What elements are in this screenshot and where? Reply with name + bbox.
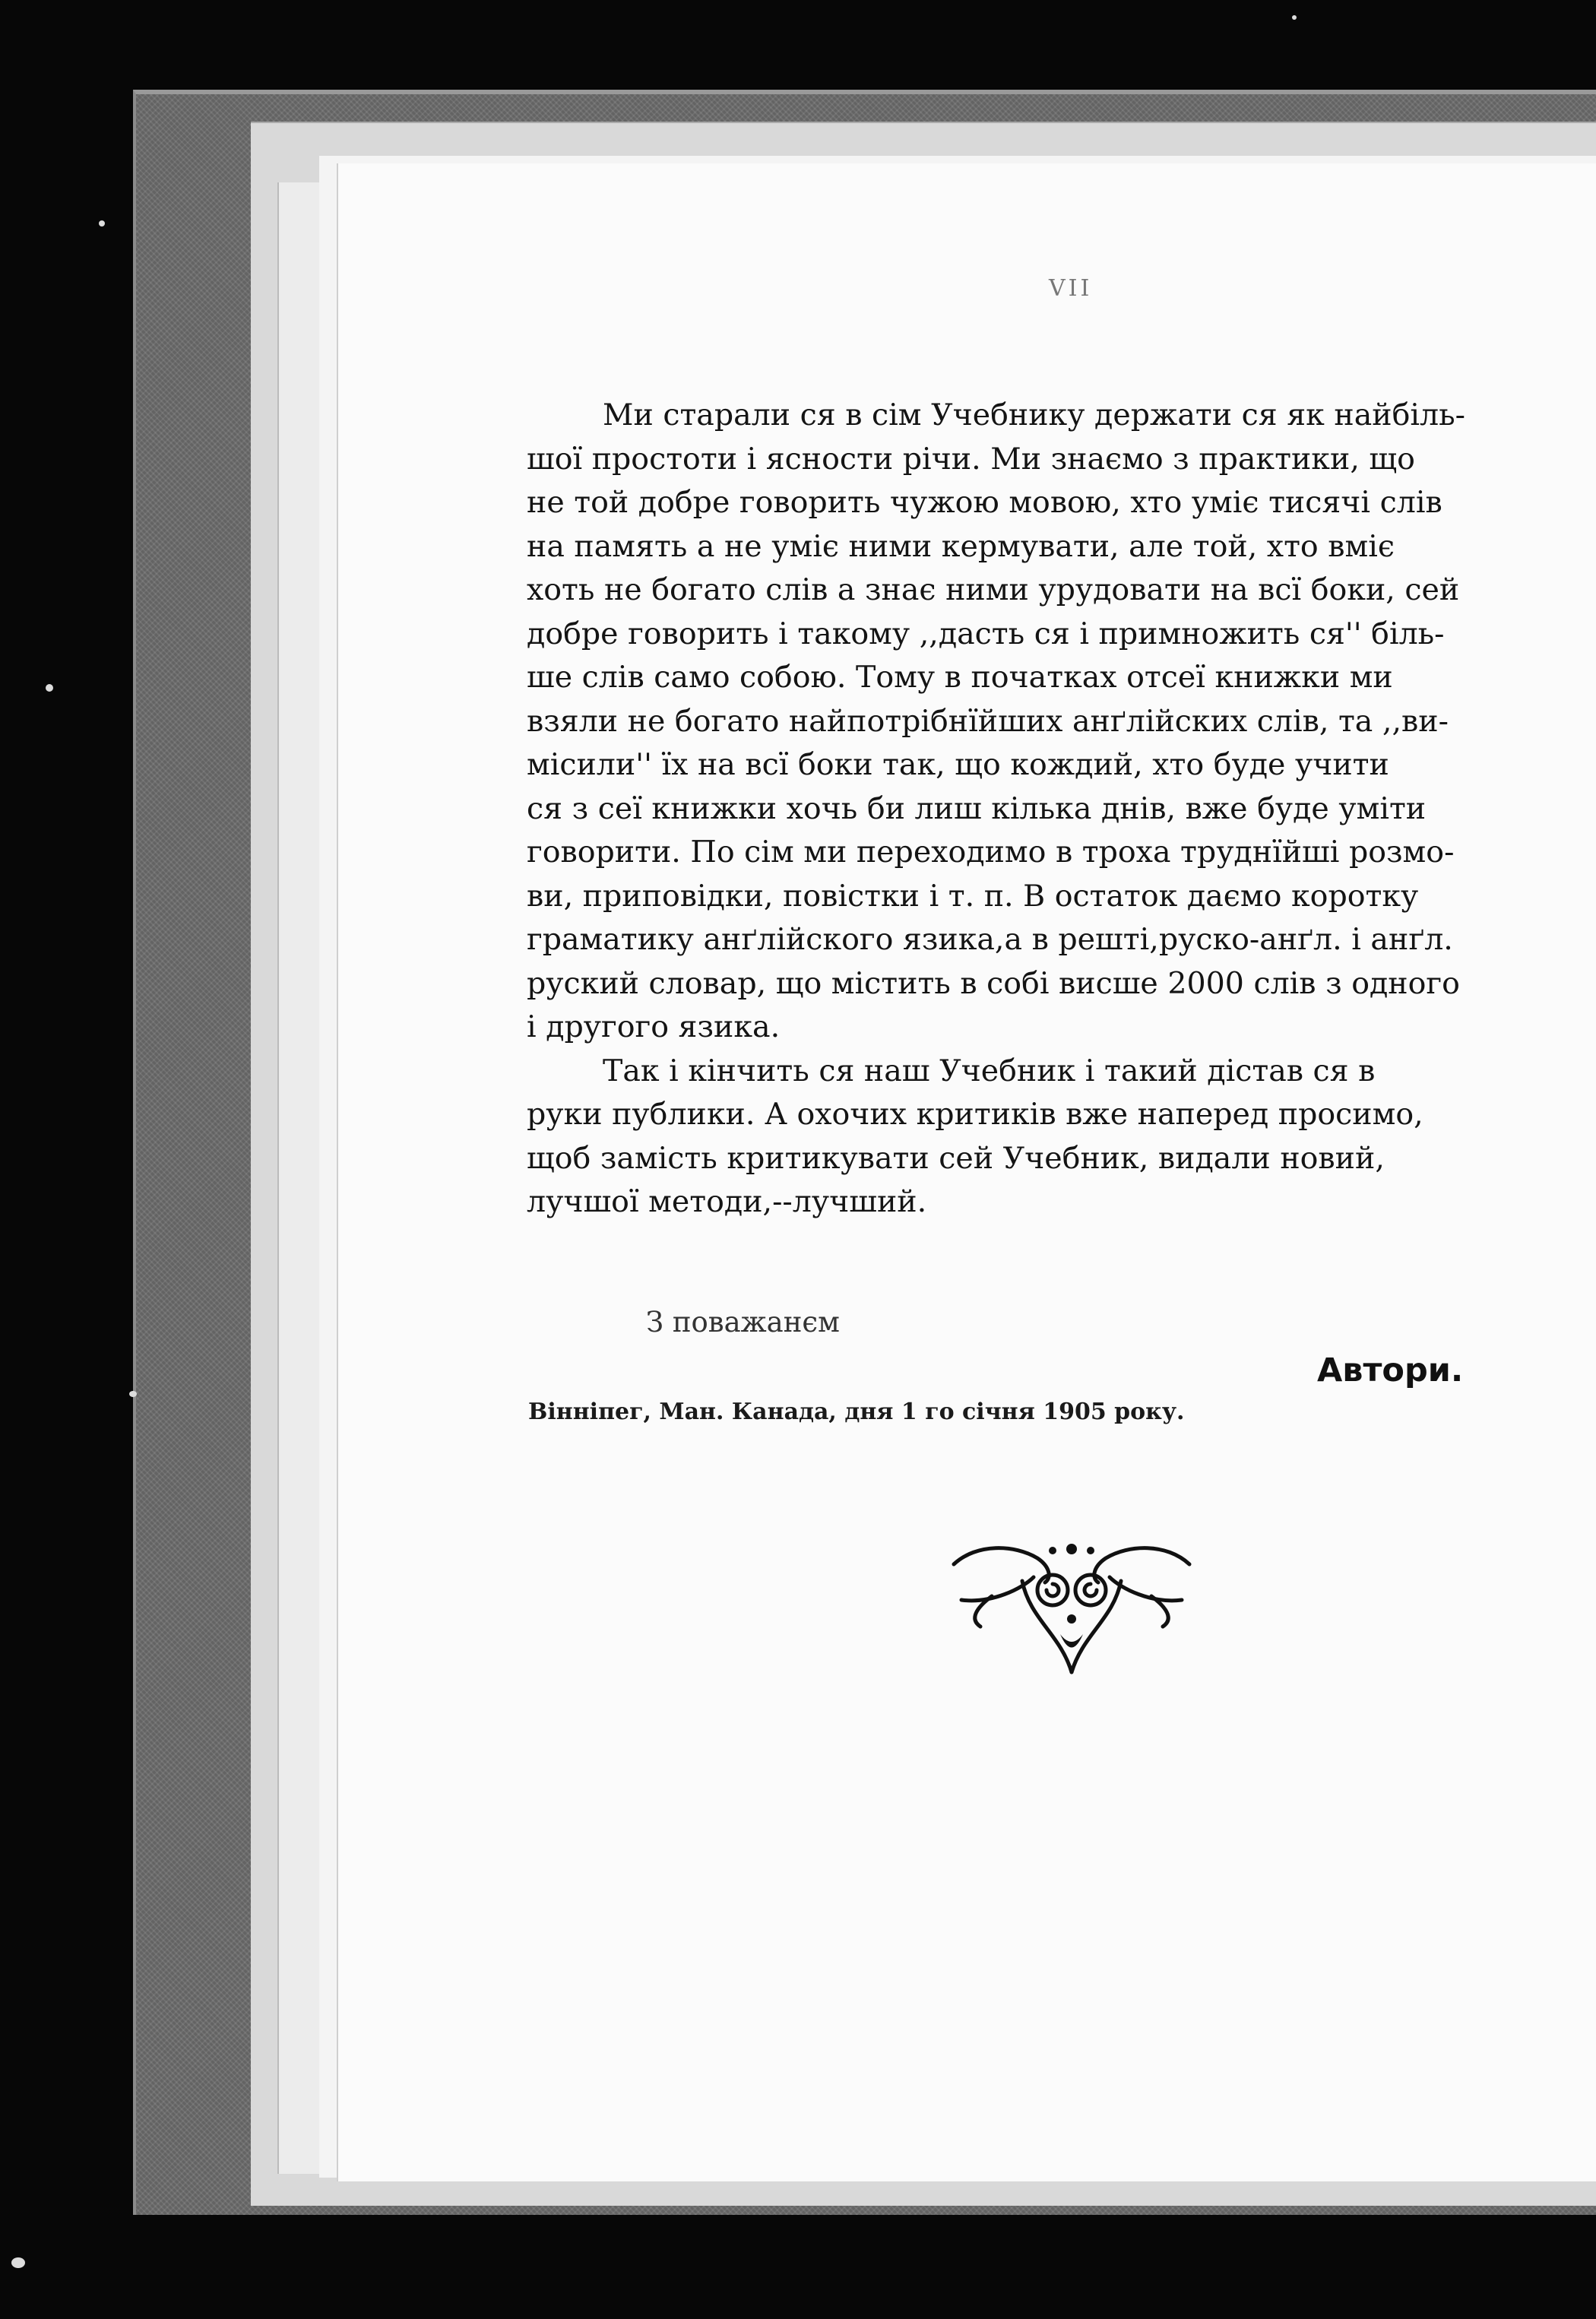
- text-line: і другого язика.: [527, 1009, 781, 1044]
- text-line: взяли не богато найпотрібнїйших анґлійских слів, та ,,ви-: [527, 703, 1449, 739]
- paragraph-2: [527, 1050, 1596, 1224]
- text-line: добре говорить і такому ,,дасть ся і примножить ся'' біль-: [527, 616, 1445, 651]
- text-line: говорити. По сім ми переходимо в троха труднїйші розмо-: [527, 835, 1455, 870]
- preface-body: [527, 394, 1596, 1224]
- text-line: граматику анґлійского язика,а в решті,руско-анґл. і анґл.: [527, 922, 1453, 957]
- text-line: Так і кінчить ся наш Учебник і такий дістав ся в: [603, 1053, 1376, 1088]
- film-speck: [11, 2257, 25, 2268]
- text-line: шої простоти і ясности річи. Ми знаємо з практики, що: [527, 441, 1415, 477]
- place-and-date: Вінніпег, Ман. Канада, дня 1 го січня 1905 року.: [528, 1399, 1185, 1425]
- text-line: Ми старали ся в сім Учебнику держати ся як найбіль-: [603, 398, 1465, 432]
- paragraph-1: [527, 394, 1596, 1050]
- signature-authors: Автори.: [1317, 1351, 1464, 1389]
- text-line: руский словар, що містить в собі висше 2000 слів з одного: [527, 965, 1460, 1001]
- film-speck: [1292, 15, 1297, 20]
- text-line: щоб замість критикувати сей Учебник, видали новий,: [527, 1140, 1385, 1176]
- text-line: місили'' їх на всї боки так, що кождий, хто буде учити: [527, 747, 1389, 782]
- text-line: ви, приповідки, повістки і т. п. В остаток даємо коротку: [527, 878, 1419, 914]
- text-line: ся з сеї книжки хочь би лиш кілька днів, вже буде уміти: [527, 790, 1427, 826]
- film-speck: [129, 1391, 137, 1397]
- text-line: лучшої методи,--лучший.: [527, 1184, 927, 1219]
- text-line: не той добре говорить чужою мовою, хто уміє тисячі слів: [527, 485, 1442, 520]
- text-line: на память а не уміє ними кермувати, але той, хто вміє: [527, 528, 1395, 564]
- text-line: руки публики. А охочих критиків вже наперед просимо,: [527, 1097, 1423, 1132]
- film-speck: [99, 220, 105, 227]
- text-line: хоть не богато слів а знає ними урудовати на всї боки, сей: [527, 572, 1460, 607]
- film-speck: [46, 684, 53, 692]
- text-line: ше слів само собою. Тому в початках отсеї книжки ми: [527, 660, 1393, 695]
- closing-salutation: З поважанєм: [646, 1306, 840, 1338]
- ornament-icon: [946, 1535, 1197, 1676]
- page-number: VII: [1049, 275, 1093, 302]
